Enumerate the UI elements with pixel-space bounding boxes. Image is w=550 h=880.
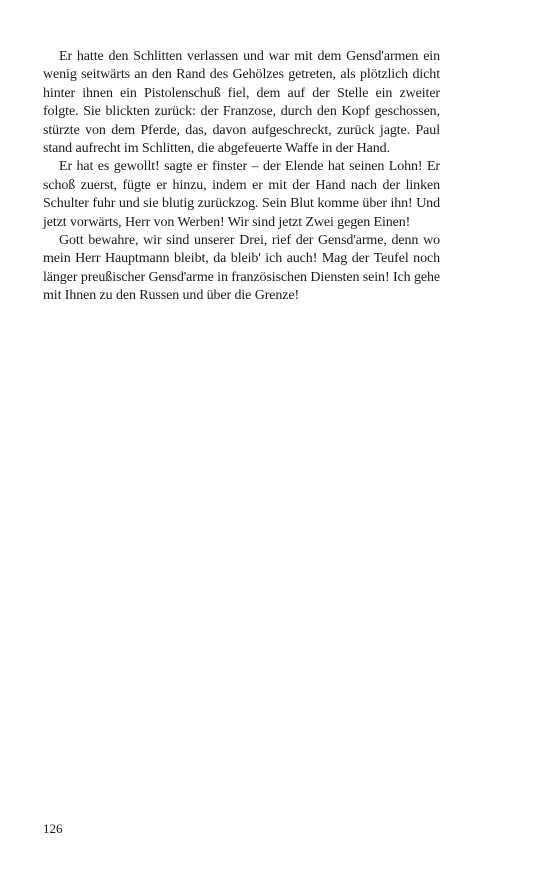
page-body-text — [43, 48, 440, 306]
paragraph-3: Gott bewahre, wir sind unserer Drei, rief der Gensd'arme, denn wo mein Herr Hauptmann bleibt, da bleib' ich auch! Mag der Teufel noch länger preußischer Gensd'arme in französischen Diensten sein! Ich gehe mit Ihnen zu den Russen und über die Grenze! — [43, 233, 440, 304]
paragraph-1: Er hatte den Schlitten verlassen und war mit dem Gensd'armen ein wenig seitwärts an den Rand des Gehölzes getreten, als plötzlich dicht hinter ihnen ein Pistolenschuß fiel, dem auf der Stelle ein zweiter folgte. Sie blickten zurück: der Franzose, durch den Kopf geschossen, stürzte von dem Pferde, das, davon aufgeschreckt, zurück jagte. Paul stand aufrecht im Schlitten, die abgefeuerte Waffe in der Hand. — [43, 49, 440, 157]
page-number: 126 — [43, 821, 63, 836]
paragraph-2: Er hat es gewollt! sagte er finster – der Elende hat seinen Lohn! Er schoß zuerst, fügte er hinzu, indem er mit der Hand nach der linken Schulter fuhr und sie blutig zurückzog. Sein Blut komme über ihn! Und jetzt vorwärts, Herr von Werben! Wir sind jetzt Zwei gegen Einen! — [43, 159, 440, 230]
